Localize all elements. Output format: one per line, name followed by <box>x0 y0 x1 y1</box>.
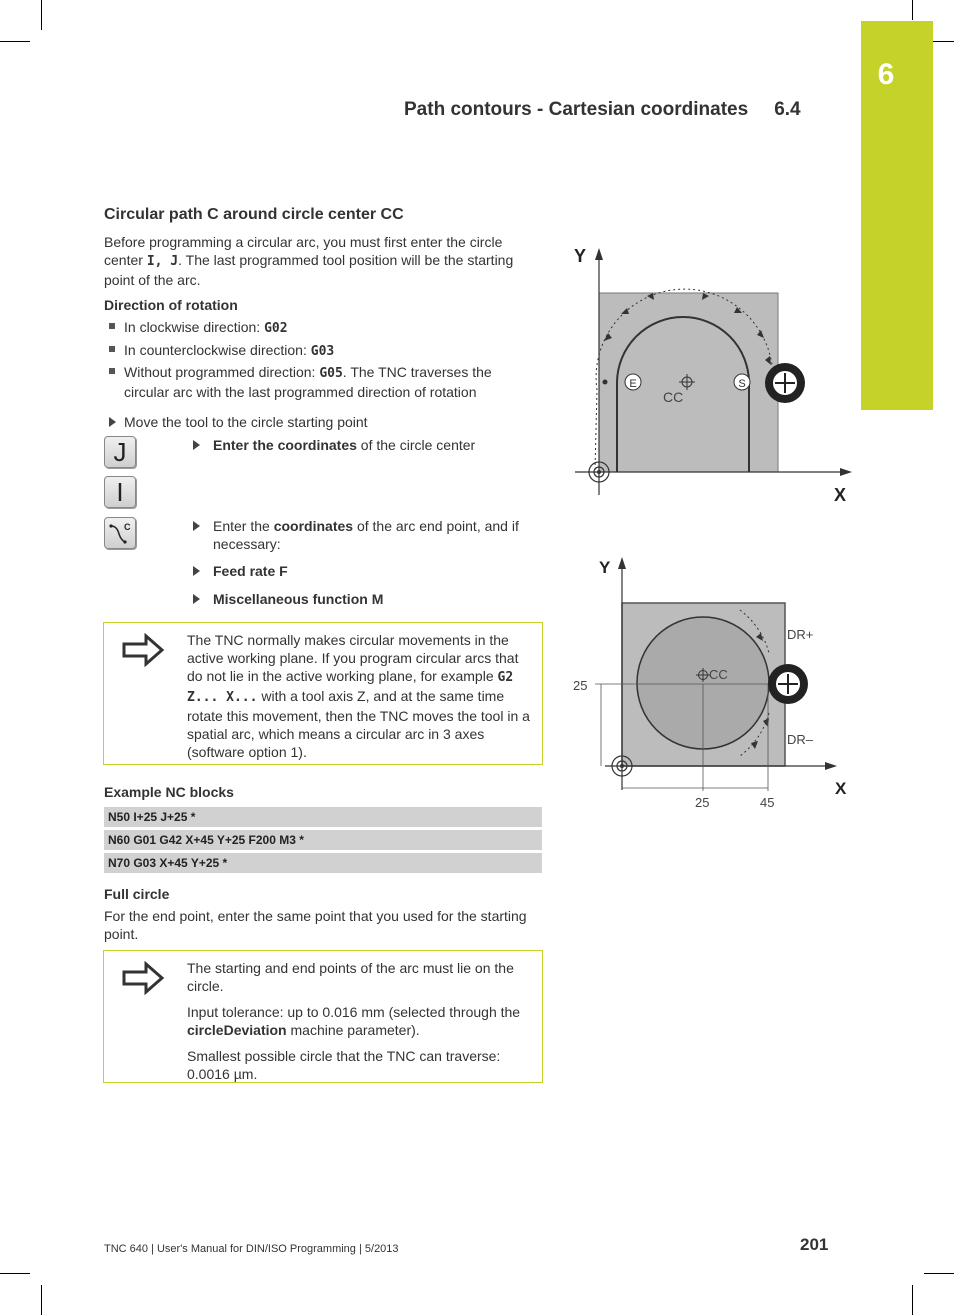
crop-mark <box>912 0 913 20</box>
milling-tool-icon <box>765 363 805 403</box>
item-code: G05 <box>319 366 343 381</box>
note-text <box>187 631 537 761</box>
crop-mark <box>924 1273 954 1274</box>
x-axis-arrow <box>825 762 837 770</box>
running-header <box>404 99 801 121</box>
milling-tool-icon <box>768 664 808 704</box>
note-paragraph: Smallest possible circle that the TNC can traverse: 0.0016 µm. <box>187 1048 501 1082</box>
arrow-right-icon <box>122 961 164 995</box>
code-text: N50 I+25 J+25 * <box>108 810 196 824</box>
item-code: G03 <box>310 344 335 359</box>
step-text-end: of the arc end point, and if necessary: <box>213 518 519 552</box>
center-label: CC <box>709 667 728 682</box>
intro-paragraph <box>104 233 534 289</box>
x-axis-label: X <box>835 779 847 798</box>
y-axis-arrow <box>595 248 603 260</box>
key-i-button: I <box>104 476 136 508</box>
step-arrow-icon <box>109 417 116 427</box>
bullet-square <box>109 368 115 374</box>
step-arrow-icon <box>193 566 200 576</box>
step-text: of the circle center <box>356 437 476 453</box>
end-point-label: E <box>629 378 637 390</box>
crop-mark <box>41 1285 42 1315</box>
crop-mark <box>41 0 42 30</box>
note-text-end: with a tool axis Z, and at the same time rotate this movement, then the TNC moves the tool in a spatial arc, which means a circular arc in 3 axes (software option 1). <box>187 688 530 760</box>
code-line <box>104 807 542 827</box>
footer-text: TNC 640 | User's Manual for DIN/ISO Programming | 5/2013 <box>104 1243 399 1255</box>
item-text: In clockwise direction: <box>124 319 265 335</box>
dr-plus-label: DR+ <box>787 627 814 642</box>
full-circle-heading: Full circle <box>104 886 170 902</box>
step-bold: Miscellaneous function M <box>213 591 384 607</box>
step-enter-center <box>193 436 543 456</box>
item-text-end: . The TNC traverses the circular arc with the last programmed direction of rotation <box>124 364 492 400</box>
bullet-square <box>109 323 115 329</box>
note-text-part: Input tolerance: up to 0.016 mm (selected through the <box>187 1004 521 1020</box>
header-title: Path contours - Cartesian coordinates <box>404 99 749 120</box>
step-arrow-icon <box>193 521 200 531</box>
arrow-right-icon <box>122 633 164 667</box>
note-text <box>187 959 537 1091</box>
bullet-square <box>109 346 115 352</box>
code-line <box>104 830 542 850</box>
step-arrow-icon <box>193 440 200 450</box>
note-bold: circleDeviation <box>187 1022 287 1038</box>
step-move <box>109 413 529 433</box>
note-box <box>103 622 543 765</box>
page-number: 201 <box>800 1235 829 1254</box>
code-text: N60 G01 G42 X+45 Y+25 F200 M3 * <box>108 833 304 847</box>
step-enter-end <box>193 517 543 557</box>
step-bold: Feed rate F <box>213 563 288 579</box>
step-arrow-icon <box>193 594 200 604</box>
header-section-number: 6.4 <box>774 99 801 120</box>
y-dimension-label: 25 <box>573 678 588 693</box>
key-j-button: J <box>104 436 136 468</box>
crop-mark <box>0 1273 30 1274</box>
example-heading: Example NC blocks <box>104 784 234 800</box>
dr-minus-label: DR– <box>787 732 814 747</box>
center-label: CC <box>663 389 684 405</box>
step-text: Enter the <box>213 518 274 534</box>
circular-path-diagram <box>560 230 860 510</box>
step-feed <box>193 562 543 582</box>
note-paragraph <box>187 1003 537 1039</box>
intro-text-end: . The last programmed tool position will be the starting point of the arc. <box>104 252 514 288</box>
crop-mark <box>912 1285 913 1315</box>
crop-mark <box>0 41 30 42</box>
y-axis-arrow <box>618 557 626 569</box>
note-box <box>103 950 543 1083</box>
item-code: G02 <box>264 321 288 336</box>
start-dot <box>603 380 608 385</box>
start-point-label: S <box>738 378 746 390</box>
note-text-part: The TNC normally makes circular movements in the active working plane. If you program circular arcs that do not lie in the active working plane, for example <box>187 632 519 684</box>
origin-dot <box>620 764 624 768</box>
intro-code: I, J <box>146 254 179 269</box>
item-text: Without programmed direction: <box>124 364 320 380</box>
x-dimension-label: 25 <box>695 795 710 810</box>
note-text-end: machine parameter). <box>286 1022 420 1038</box>
y-axis-label: Y <box>599 558 611 577</box>
direction-heading: Direction of rotation <box>104 297 238 313</box>
y-axis-label: Y <box>574 246 587 266</box>
code-text: N70 G03 X+45 Y+25 * <box>108 856 228 870</box>
x-axis-label: X <box>834 485 847 505</box>
intro-text: Before programming a circular arc, you must first enter the circle center <box>104 234 503 268</box>
note-paragraph: The starting and end points of the arc must lie on the circle. <box>187 960 514 994</box>
x-dimension-label: 45 <box>760 795 775 810</box>
key-c-label: C <box>124 522 131 532</box>
code-line <box>104 853 542 873</box>
section-title: Circular path C around circle center CC <box>104 206 404 223</box>
item-text: In counterclockwise direction: <box>124 342 311 358</box>
note-code: G2 Z... X... <box>187 670 514 705</box>
key-circle-c-button <box>104 517 136 549</box>
origin-dot <box>597 470 601 474</box>
arc-c-icon <box>105 518 135 548</box>
radius-compensation-diagram <box>565 555 855 815</box>
step-misc <box>193 590 543 610</box>
chapter-number: 6 <box>877 58 895 91</box>
full-circle-text: For the end point, enter the same point that you used for the starting point. <box>104 908 527 942</box>
step-bold: coordinates <box>273 518 354 534</box>
step-text: Move the tool to the circle starting point <box>124 414 368 430</box>
step-bold: Enter the coordinates <box>213 437 357 453</box>
x-axis-arrow <box>840 468 852 476</box>
